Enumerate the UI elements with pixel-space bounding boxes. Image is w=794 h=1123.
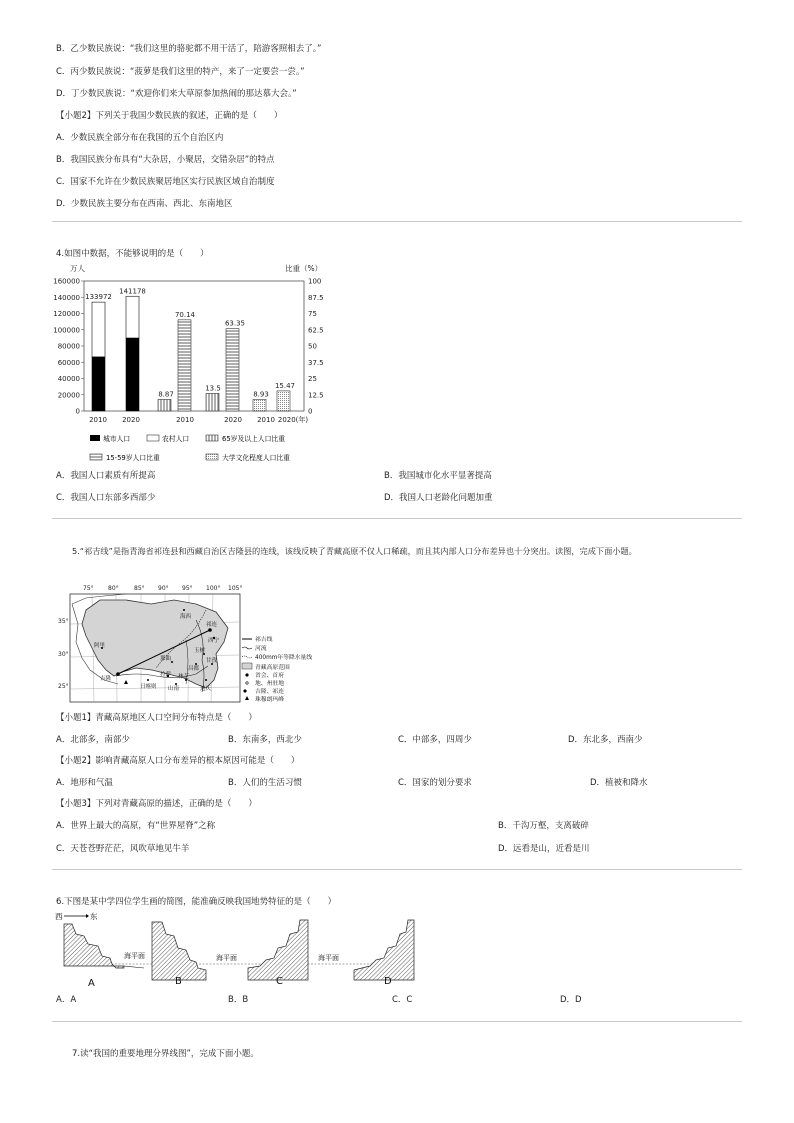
west-label: 西 [55, 912, 63, 921]
label-nyingchi: 林芝 [178, 674, 190, 680]
lon-75: 75° [83, 585, 94, 592]
map-legend [242, 635, 312, 703]
legend-isohyet: 400mm年等降水量线 [255, 655, 313, 661]
q6-option-d: D．D [560, 995, 582, 1005]
q3-sub2-option-b: B．我国民族分布具有“大杂居，小聚居，交错杂居”的特点 [56, 155, 275, 165]
bar-ratio-1-2020 [226, 329, 239, 411]
population-chart [40, 258, 340, 468]
east-label: 东 [90, 912, 98, 921]
legend-swatch-15-59 [90, 454, 102, 460]
left-tick-label: 160000 [53, 277, 80, 286]
x-tick-label: 2010 [176, 416, 194, 424]
q3-option-b: B．乙少数民族说：“我们这里的骆驼都不用干活了，陪游客照相去了。” [56, 44, 322, 54]
panel-label-a: A [88, 978, 95, 989]
legend-capital-dot [245, 673, 248, 676]
label-xining: 西宁 [208, 638, 220, 644]
terrain-sketches [54, 908, 424, 992]
label-garze: 甘孜 [206, 658, 218, 664]
q6-stem: 6.下图是某中学四位学生画的简图，能准确反映我国地势特征的是（ ） [56, 897, 337, 907]
x-tick-label: 2020(年) [277, 416, 309, 424]
q6-option-a: A．A [56, 995, 77, 1005]
sea-label-c: 海平面 [318, 954, 339, 962]
y-left-unit: 万人 [70, 264, 85, 273]
q5-sub1-stem: 【小题1】青藏高原地区人口空间分布特点是（ ） [56, 713, 257, 723]
legend-urban: 城市人口 [103, 435, 131, 443]
x-tick-label: 2010 [89, 416, 107, 424]
q5-sub2-option-a: A．地形和气温 [56, 778, 113, 788]
lat-30: 30° [58, 651, 69, 658]
q7-stem: 7.读“我国的重要地理分界线图”，完成下面小题。 [72, 1049, 259, 1059]
label-shigatse: 日喀则 [140, 684, 157, 690]
left-tick-label: 80000 [57, 342, 80, 351]
x-tick-label: 2020 [122, 416, 140, 424]
legend-river: 河流 [255, 646, 267, 652]
plot-frame [84, 281, 304, 411]
q5-sub3-option-b: B．千沟万壑，支离破碎 [498, 821, 589, 831]
label-haixi: 海西 [180, 614, 192, 620]
bar-urban-2020 [126, 338, 139, 411]
lat-35: 35° [58, 618, 69, 625]
left-tick-label: 20000 [57, 391, 80, 400]
label-nagqu: 那曲 [160, 656, 172, 662]
qamdo-point [195, 663, 197, 665]
legend-swatch-college [206, 454, 218, 460]
arrow-head [86, 914, 89, 918]
bar-total-label-2010: 133972 [85, 293, 112, 302]
x-tick-label: 2010 [257, 416, 275, 424]
left-tick-label: 140000 [53, 293, 80, 302]
right-tick-label: 37.5 [308, 358, 324, 367]
q5-intro: 5.“祁吉线”是指青海省祁连县和西藏自治区吉隆县的连线，该线反映了青藏高原不仅人口稀疏，而且其内部人口分布差异也十分突出。读图，完成下面小题。 [72, 546, 637, 556]
label-lhasa: 拉萨 [160, 672, 172, 678]
legend-river-line [242, 647, 252, 649]
panel-label-c: C [276, 976, 283, 987]
sketch-d [354, 920, 414, 980]
divider [52, 221, 742, 222]
right-tick-label: 25 [308, 375, 317, 383]
diqing-point [205, 679, 207, 681]
left-tick-label: 60000 [57, 358, 80, 367]
q6-option-c: C．C [392, 995, 413, 1005]
q5-sub3-option-c: C．天苍苍野茫茫，风吹草地见牛羊 [56, 844, 190, 854]
bar-ratio-1-2010 [178, 320, 191, 411]
divider [52, 1021, 742, 1022]
q3-sub2-option-d: D．少数民族主要分布在西南、西北、东南地区 [56, 199, 233, 209]
label-diqing: 迪庆 [200, 686, 212, 692]
bar-ratio-label: 13.5 [205, 384, 221, 393]
right-tick-label: 87.5 [308, 293, 324, 302]
right-tick-label: 62.5 [308, 326, 324, 335]
divider [52, 869, 742, 870]
label-jilong: 吉隆 [100, 676, 112, 682]
q5-sub3-option-a: A．世界上最大的高原，有“世界屋脊”之称 [56, 821, 216, 831]
lat-25: 25° [58, 683, 69, 690]
q5-sub1-option-c: C．中部多，四周少 [398, 735, 472, 745]
bar-ratio-0-2020 [206, 393, 219, 411]
q3-option-d: D．丁少数民族说：“欢迎你们来大草原参加热闹的那达慕大会。” [56, 89, 297, 99]
legend-swatch-65plus [206, 435, 218, 441]
legend-everest: 珠穆朗玛峰 [255, 697, 284, 703]
lon-105: 105° [228, 585, 243, 592]
label-yushu: 玉树 [194, 648, 206, 654]
label-shannan: 山南 [168, 686, 180, 692]
shigatse-point [147, 679, 149, 681]
q5-sub2-option-c: C．国家的划分要求 [398, 778, 472, 788]
lon-100: 100° [206, 585, 221, 592]
bar-ratio-label: 8.93 [253, 390, 269, 399]
sketch-a-seabed [124, 966, 144, 968]
bar-urban-2010 [92, 357, 105, 411]
sketch-b [152, 922, 206, 980]
panel-label-b: B [175, 976, 182, 987]
legend-region: 青藏高原范围 [255, 665, 290, 671]
qinghai-tibet-map [56, 580, 346, 712]
right-tick-label: 0 [308, 407, 313, 416]
legend-prefecture-dot [246, 682, 248, 684]
legend-county-mark [243, 689, 247, 693]
q5-sub2-option-d: D．植被和降水 [590, 778, 648, 788]
q3-option-c: C．丙少数民族说：“菠萝是我们这里的特产，来了一定要尝一尝。” [56, 67, 305, 77]
q4-option-b: B．我国城市化水平显著提高 [384, 471, 492, 481]
q3-sub2-stem: 【小题2】下列关于我国少数民族的叙述，正确的是（ ） [56, 111, 283, 121]
q5-sub1-option-a: A．北部多，南部少 [56, 735, 130, 745]
q3-sub2-option-a: A．少数民族全部分布在我国的五个自治区内 [56, 133, 224, 143]
shannan-point [175, 683, 177, 685]
label-ali: 阿里 [94, 643, 106, 649]
q4-option-c: C．我国人口东部多西部少 [56, 493, 156, 503]
legend-capital: 省会、首府 [255, 673, 284, 679]
left-tick-label: 40000 [57, 375, 80, 383]
bar-ratio-label: 15.47 [274, 381, 296, 390]
legend-65plus: 65岁及以上人口比重 [222, 435, 286, 443]
bar-ratio-label: 63.35 [224, 319, 246, 328]
legend-county: 吉隆、祁连 [255, 689, 284, 695]
q3-sub2-option-c: C．国家不允许在少数民族聚居地区实行民族区域自治制度 [56, 177, 275, 187]
panel-label-d: D [384, 976, 392, 987]
legend-15-59: 15-59岁人口比重 [106, 454, 160, 462]
legend [90, 434, 290, 462]
label-qamdo: 昌都 [188, 666, 200, 672]
q6-option-b: B．B [228, 995, 249, 1005]
bar-ratio-2-2010 [253, 399, 266, 411]
bar-ratio-2-2020 [277, 391, 290, 411]
legend-isohyet-line [242, 656, 252, 658]
right-tick-label: 50 [308, 342, 317, 351]
nagqu-point [171, 661, 173, 663]
legend-everest-mark [245, 696, 249, 700]
legend-rural: 农村人口 [162, 435, 190, 443]
y-right-unit: 比重（%） [285, 264, 323, 273]
lon-80: 80° [108, 585, 119, 592]
legend-swatch-urban [90, 435, 100, 441]
right-tick-label: 12.5 [308, 391, 324, 400]
sketch-a [64, 924, 124, 968]
q5-sub2-option-b: B．人们的生活习惯 [228, 778, 302, 788]
sketch-c [248, 920, 308, 980]
label-qilian: 祁连 [206, 622, 218, 628]
q4-stem: 4.如图中数据，不能够说明的是（ ） [56, 249, 209, 259]
q4-option-a: A．我国人口素质有所提高 [56, 471, 156, 481]
bar-ratio-label: 70.14 [174, 310, 196, 319]
left-tick-label: 100000 [53, 326, 80, 335]
q5-sub3-stem: 【小题3】下列对青藏高原的描述，正确的是（ ） [56, 799, 257, 809]
right-tick-label: 100 [308, 277, 322, 286]
legend-prefecture: 地、州驻地 [255, 681, 284, 687]
left-tick-label: 0 [75, 407, 80, 416]
q5-sub2-stem: 【小题2】影响青藏高原人口分布差异的根本原因可能是（ ） [56, 756, 300, 766]
q4-option-d: D．我国人口老龄化问题加重 [384, 493, 493, 503]
bar-total-label-2020: 141178 [119, 287, 146, 296]
jilong-point [116, 672, 120, 676]
legend-swatch-rural [147, 435, 159, 441]
haixi-point [183, 609, 185, 611]
legend-qiji: 祁吉线 [255, 637, 273, 643]
qilian-point [208, 628, 212, 632]
left-tick-label: 120000 [53, 310, 80, 318]
lon-90: 90° [158, 585, 169, 592]
q5-sub1-option-b: B．东南多，西北少 [228, 735, 302, 745]
legend-region-swatch [242, 663, 252, 669]
q5-sub1-option-d: D．东北多，西南少 [568, 735, 643, 745]
legend-college: 大学文化程度人口比重 [222, 454, 290, 462]
q5-sub3-option-d: D．远看是山，近看是川 [498, 844, 590, 854]
bar-ratio-0-2010 [158, 399, 171, 411]
x-tick-label: 2020 [224, 416, 242, 424]
sea-label-b: 海平面 [216, 954, 237, 962]
lon-85: 85° [134, 585, 145, 592]
bar-ratio-label: 8.87 [158, 390, 174, 399]
right-tick-label: 75 [308, 310, 317, 318]
divider [52, 518, 742, 519]
sea-label-a: 海平面 [124, 952, 145, 960]
lon-95: 95° [182, 585, 193, 592]
